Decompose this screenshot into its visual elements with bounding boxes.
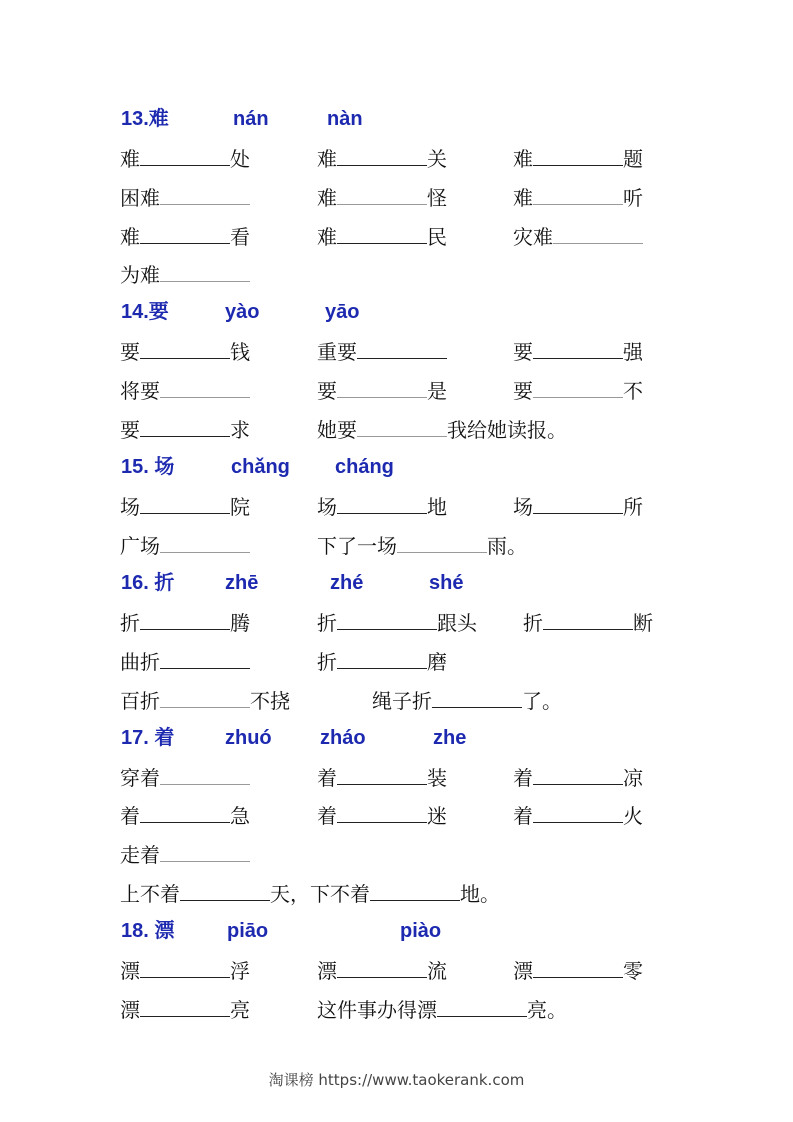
word-item: 绳子折 了。: [372, 689, 562, 713]
word-item: 难 题: [513, 147, 643, 171]
word-item: 要 钱: [120, 340, 250, 364]
word-item: 难 听: [513, 186, 643, 210]
word-item: 广场: [120, 532, 250, 559]
word-item: 下了一场 雨。: [317, 534, 527, 558]
word-item: 着 火: [513, 804, 643, 828]
word-item: 场 院: [120, 495, 250, 519]
word-item: 曲折: [120, 648, 250, 675]
word-item: 折 断: [523, 611, 653, 635]
section-18-heading: 18. 漂: [121, 920, 175, 942]
word-item: 着 急: [120, 804, 250, 828]
word-item: 要 不: [513, 379, 643, 403]
pinyin: zhē: [225, 572, 259, 594]
word-item: 穿着: [120, 764, 250, 791]
word-item: 折 腾: [120, 611, 250, 635]
word-item: 灾难: [513, 223, 643, 250]
word-item: 困难: [120, 184, 250, 211]
pinyin: nán: [233, 108, 269, 130]
word-item: 难 处: [120, 147, 250, 171]
word-item: 难 看: [120, 225, 250, 249]
word-item: 为难: [120, 261, 250, 288]
word-item: 这件事办得漂 亮。: [317, 998, 567, 1022]
word-item: 场 所: [513, 495, 643, 519]
word-item: 着 迷: [317, 804, 447, 828]
pinyin: shé: [429, 572, 464, 594]
pinyin: yào: [225, 301, 260, 323]
word-item: 她要 我给她读报。: [317, 418, 567, 442]
word-item: 难 怪: [317, 186, 447, 210]
word-item: 走着: [120, 841, 250, 868]
pinyin: zhé: [330, 572, 364, 594]
word-item: 着 凉: [513, 766, 643, 790]
pinyin: zhuó: [225, 727, 272, 749]
section-13-heading: 13.难: [121, 108, 169, 130]
section-17-heading: 17. 着: [121, 727, 175, 749]
section-15-heading: 15. 场: [121, 456, 175, 478]
word-item: 将要: [120, 377, 250, 404]
word-item: 折 跟头: [317, 611, 477, 635]
word-item: 要 强: [513, 340, 643, 364]
word-item: 漂 零: [513, 959, 643, 983]
pinyin: zháo: [320, 727, 366, 749]
section-14-heading: 14.要: [121, 301, 169, 323]
pinyin: yāo: [325, 301, 360, 323]
word-item: 要 求: [120, 418, 250, 442]
word-item: 漂 浮: [120, 959, 250, 983]
word-item: 着 装: [317, 766, 447, 790]
pinyin: chǎng: [231, 456, 290, 478]
word-item: 场 地: [317, 495, 447, 519]
pinyin: nàn: [327, 108, 363, 130]
word-item: 重要: [317, 338, 447, 365]
word-item: 难 关: [317, 147, 447, 171]
word-item: 漂 亮: [120, 998, 250, 1022]
section-16-heading: 16. 折: [121, 572, 175, 594]
word-item: 折 磨: [317, 650, 447, 674]
pinyin: piào: [400, 920, 442, 942]
word-item: 漂 流: [317, 959, 447, 983]
footer-watermark: 淘课榜 https://www.taokerank.com: [268, 1071, 525, 1089]
word-item: 百折 不挠: [120, 689, 290, 713]
word-item: 上不着 天，下不着 地。: [120, 882, 500, 906]
pinyin: cháng: [335, 456, 394, 478]
word-item: 要 是: [317, 379, 447, 403]
word-item: 难 民: [317, 225, 447, 249]
pinyin: piāo: [227, 920, 269, 942]
pinyin: zhe: [433, 727, 467, 749]
